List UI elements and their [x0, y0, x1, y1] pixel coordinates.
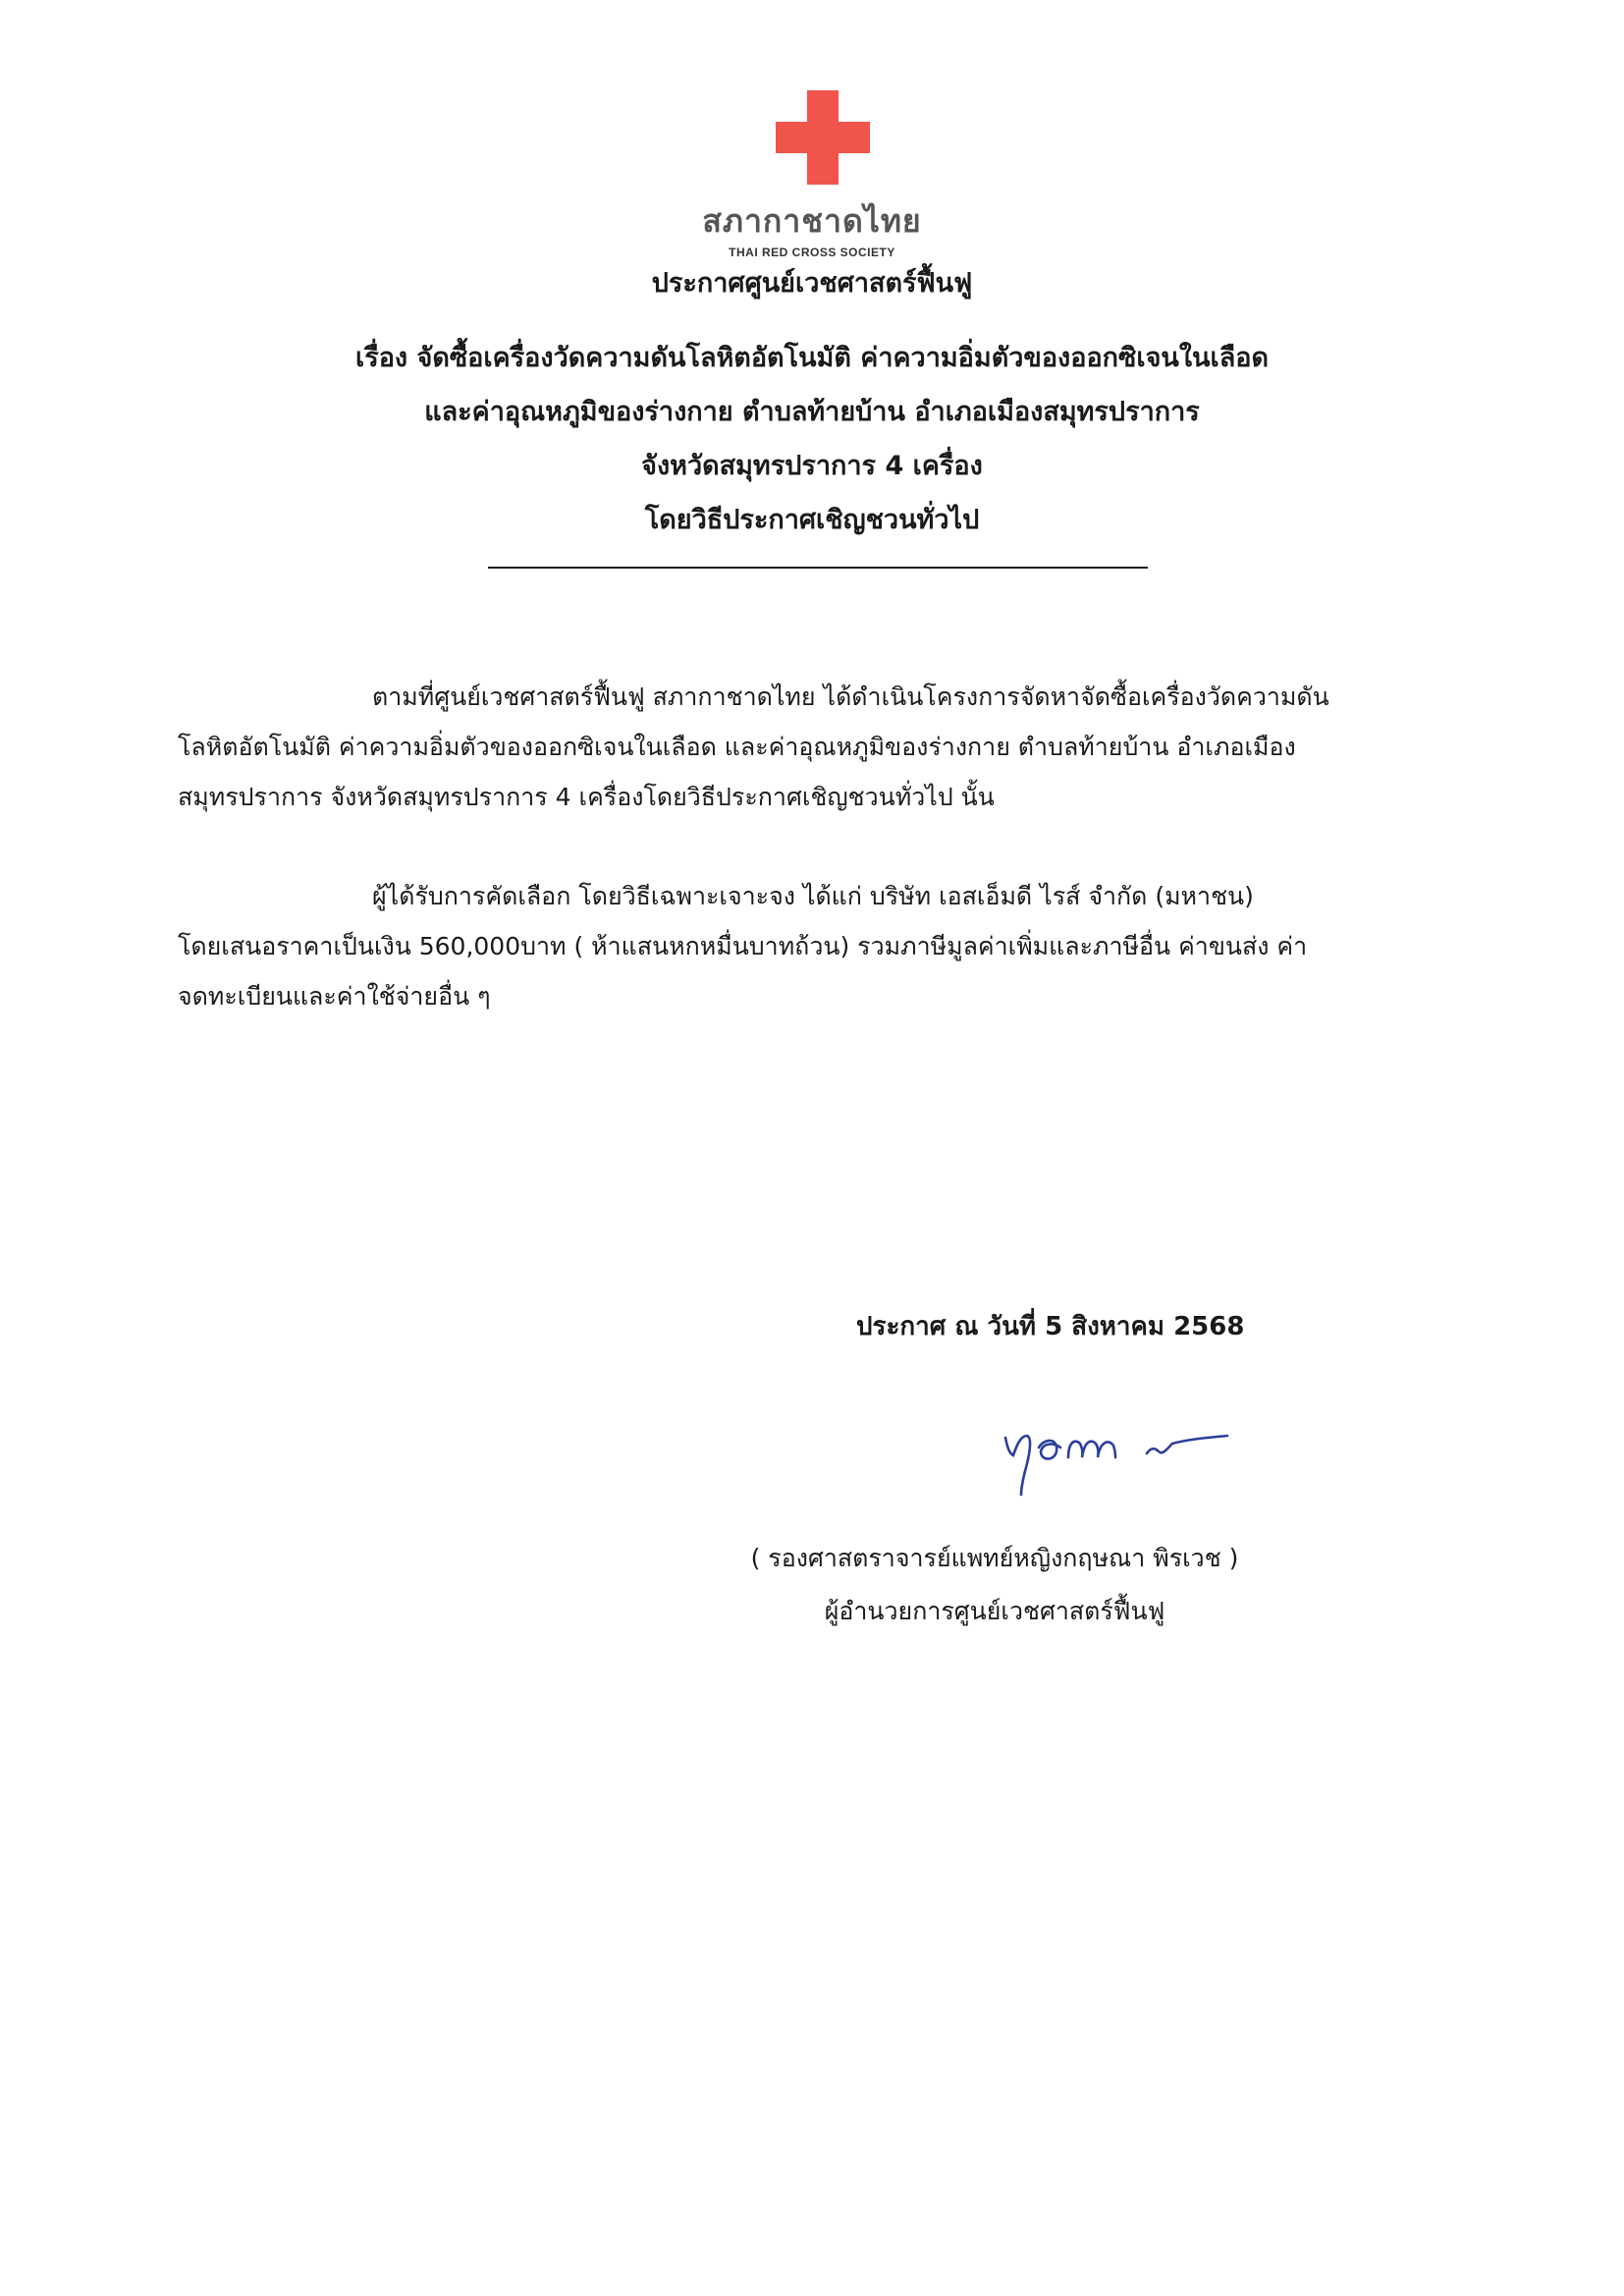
announcement-date: ประกาศ ณ วันที่ 5 สิงหาคม 2568 [856, 1312, 1245, 1341]
org-name-thai: สภากาชาดไทย [702, 202, 922, 240]
red-cross-logo-icon [776, 90, 870, 185]
body-paragraph-2-line: โดยเสนอราคาเป็นเงิน 560,000บาท ( ห้าแสนหกหมื่นบาทถ้วน) รวมภาษีมูลค่าเพิ่มและภาษีอื่น ค่าขนส่ง ค่า [178, 932, 1308, 960]
signer-title: ผู้อำนวยการศูนย์เวชศาสตร์ฟื้นฟู [824, 1597, 1165, 1625]
body-paragraph-2-line: ผู้ได้รับการคัดเลือก โดยวิธีเฉพาะเจาะจง ได้แก่ บริษัท เอสเอ็มดี ไรส์ จำกัด (มหาชน) [372, 882, 1254, 910]
body-paragraph-1-line: โลหิตอัตโนมัติ ค่าความอิ่มตัวของออกซิเจนในเลือด และค่าอุณหภูมิของร่างกาย ตำบลท้ายบ้าน อำเภอเมือง [178, 733, 1296, 761]
handwritten-signature-icon [1000, 1414, 1235, 1512]
subject-line: และค่าอุณหภูมิของร่างกาย ตำบลท้ายบ้าน อำเภอเมืองสมุทรปราการ [424, 397, 1200, 427]
announcement-heading: ประกาศศูนย์เวชศาสตร์ฟื้นฟู [651, 268, 973, 299]
org-name-english: THAI RED CROSS SOCIETY [729, 246, 895, 259]
subject-line: เรื่อง จัดซื้อเครื่องวัดความดันโลหิตอัตโนมัติ ค่าความอิ่มตัวของออกซิเจนในเลือด [354, 343, 1270, 373]
body-paragraph-1-line: สมุทรปราการ จังหวัดสมุทรปราการ 4 เครื่องโดยวิธีประกาศเชิญชวนทั่วไป นั้น [178, 783, 995, 811]
body-paragraph-2-line: จดทะเบียนและค่าใช้จ่ายอื่น ๆ [178, 982, 491, 1011]
header-divider [488, 567, 1148, 569]
signer-name: ( รองศาสตราจารย์แพทย์หญิงกฤษณา พิรเวช ) [750, 1544, 1239, 1572]
body-paragraph-1-line: ตามที่ศูนย์เวชศาสตร์ฟื้นฟู สภากาชาดไทย ได้ดำเนินโครงการจัดหาจัดซื้อเครื่องวัดความดัน [372, 683, 1329, 711]
subject-line: จังหวัดสมุทรปราการ 4 เครื่อง [641, 451, 983, 481]
subject-line: โดยวิธีประกาศเชิญชวนทั่วไป [644, 505, 980, 535]
